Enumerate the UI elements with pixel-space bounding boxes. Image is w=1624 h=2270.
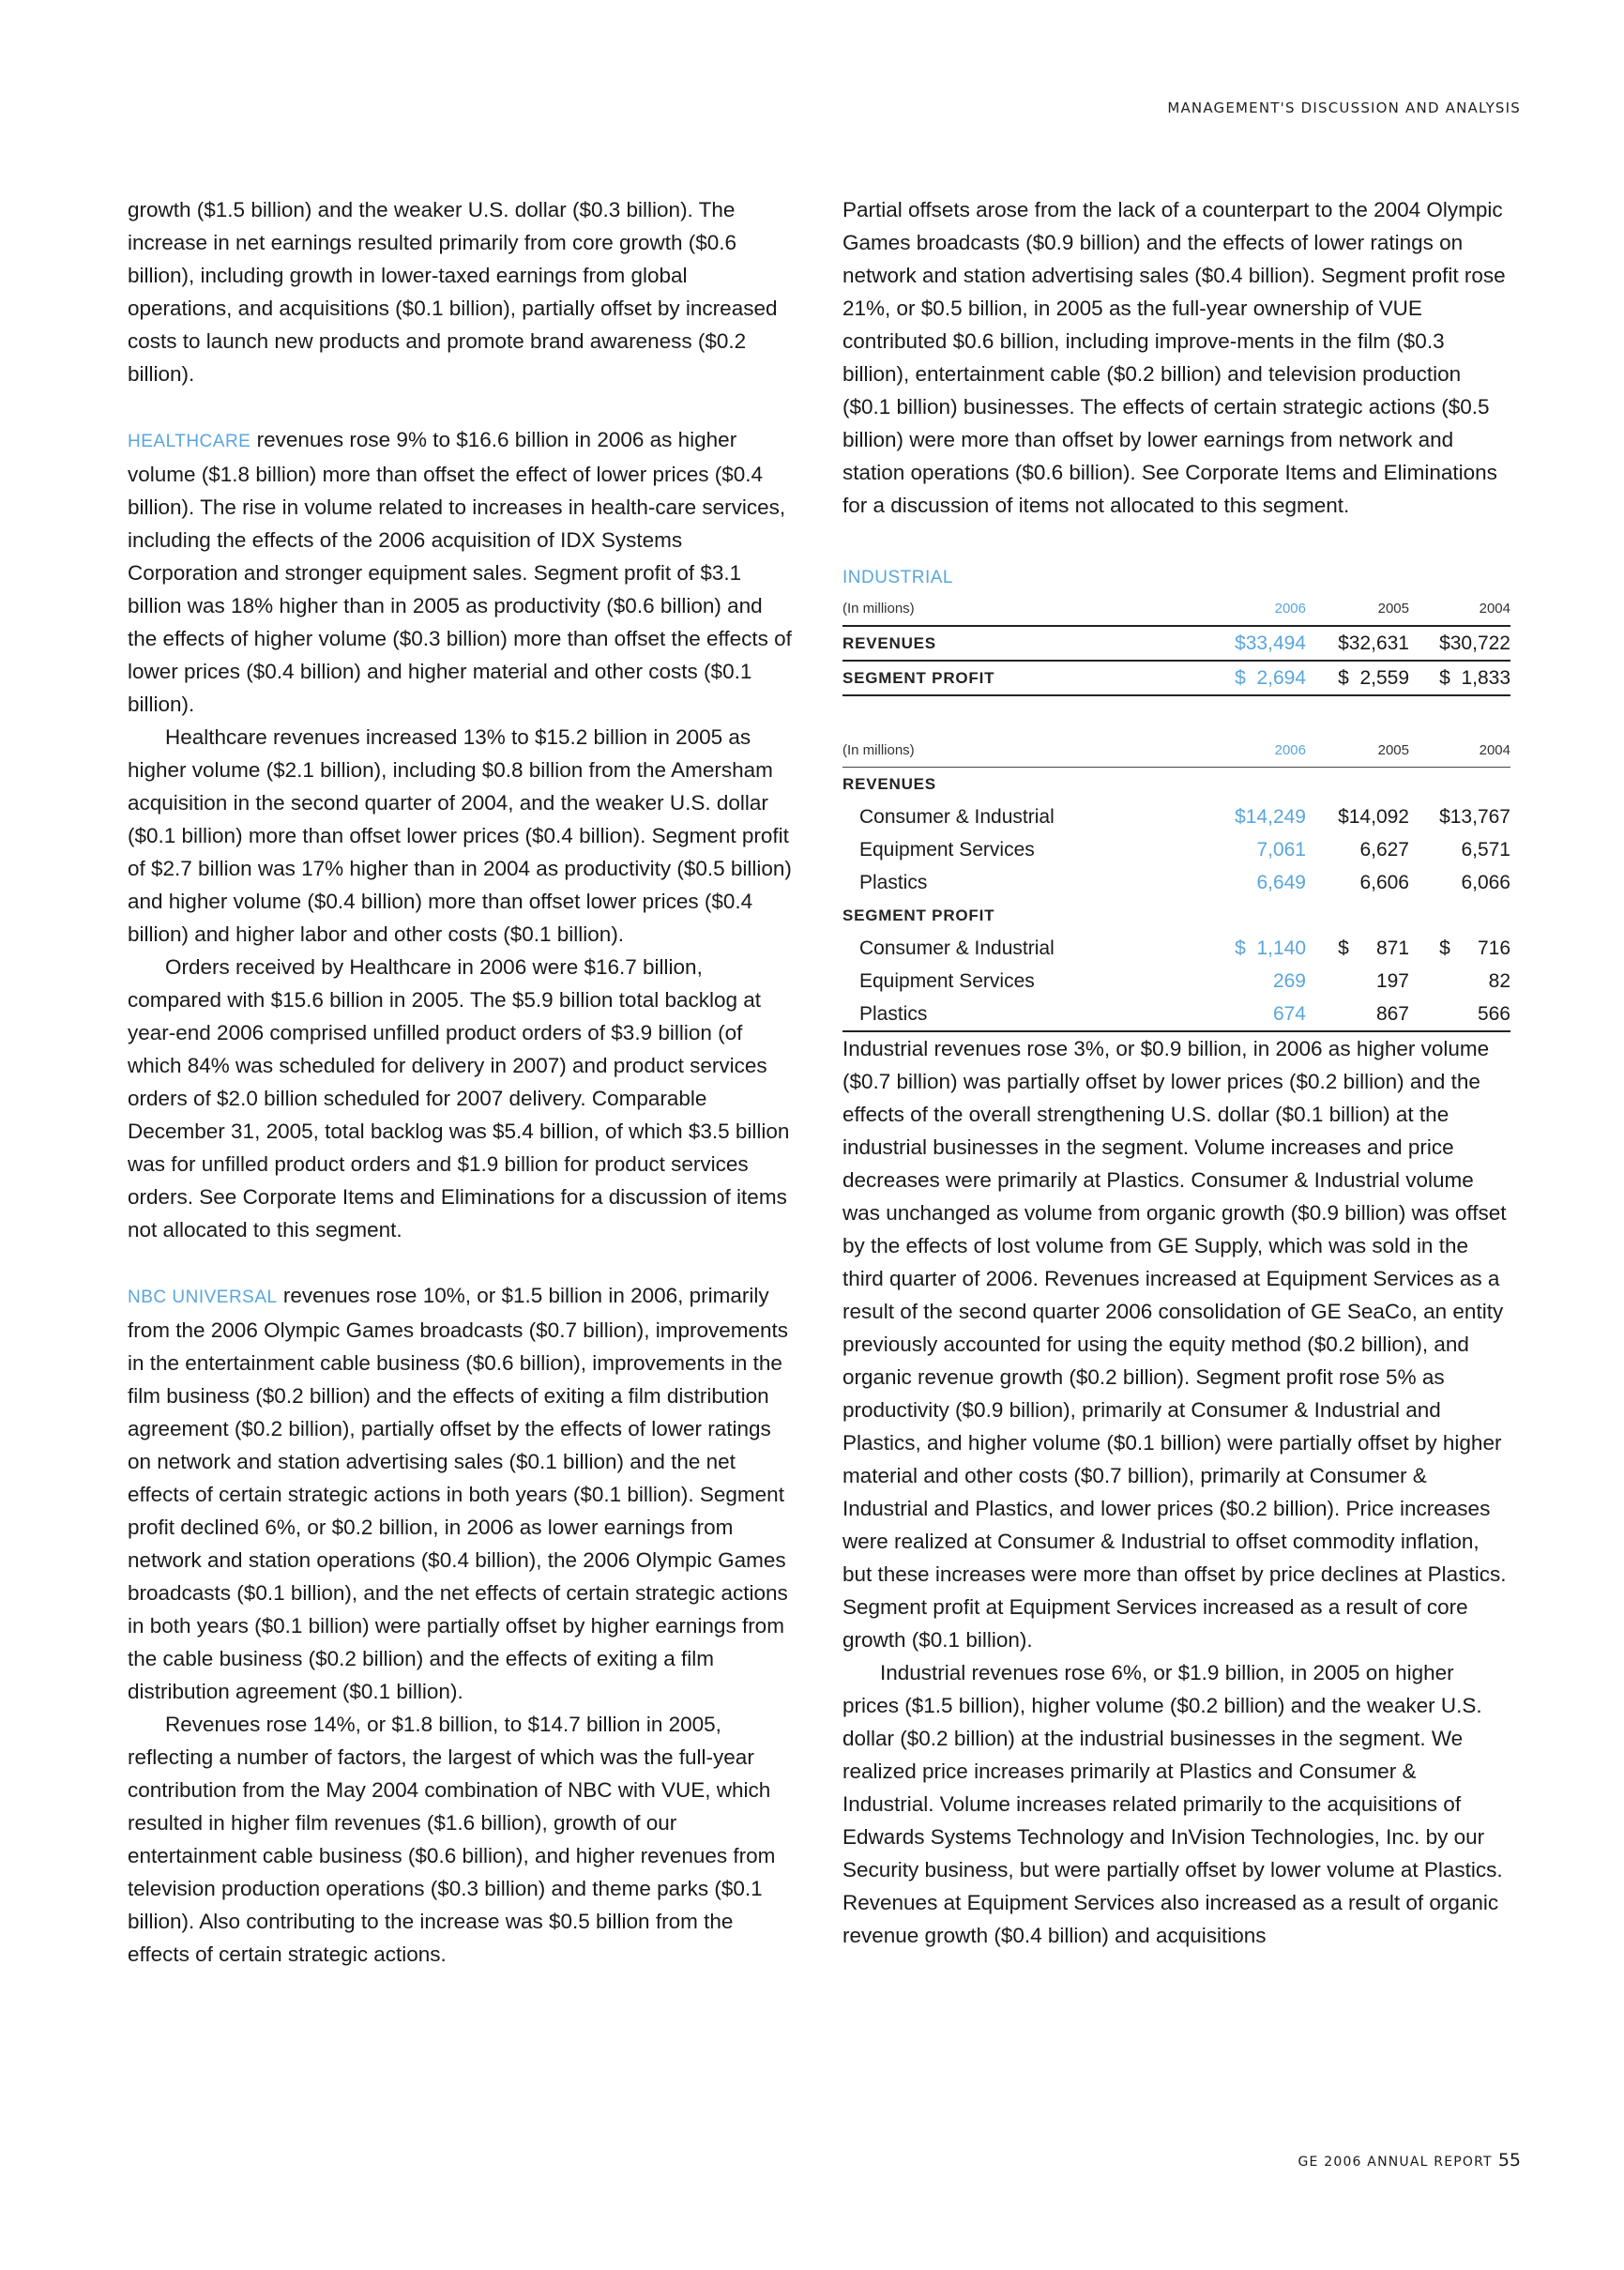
cell-2004: 6,066	[1461, 872, 1510, 893]
healthcare-paragraph	[128, 423, 794, 721]
paragraph: Industrial revenues rose 6%, or $1.9 billion, in 2005 on higher prices ($1.5 billion), higher volume ($0.2 billion) and the weaker U.S. dollar ($0.2 billion) at the industrial businesses in the segment. We realized price increases primarily at Plastics and Consumer & Industrial. Volume increases related primarily to the acquisitions of Edwards Systems Technology and InVision Technologies, Inc. by our Security business, but were partially offset by lower volume at Plastics. Revenues at Equipment Services also increased as a result of organic revenue growth ($0.4 billion) and acquisitions	[842, 1661, 1503, 1947]
row-label: Equipment Services	[859, 839, 1035, 861]
paragraph: Healthcare revenues increased 13% to $15.2 billion in 2005 as higher volume ($2.1 billion), including $0.8 billion from the Amersham acquisition in the second quarter of 2004, and the weaker U.S. dollar ($0.1 billion) more than offset lower prices ($0.4 billion). Segment profit of $2.7 billion was 17% higher than in 2004 as productivity ($0.5 billion) and higher volume ($0.4 billion) more than offset lower prices ($0.4 billion) and higher labor and other costs ($0.1 billion).	[128, 725, 792, 946]
unit-label: (In millions)	[842, 734, 1195, 768]
table-row	[842, 866, 1510, 899]
year-header: 2005	[1306, 734, 1409, 768]
right-column	[842, 193, 1510, 1952]
cell-2004: $30,722	[1409, 626, 1510, 661]
cell-2006: $ 1,140	[1235, 937, 1306, 959]
year-header: 2004	[1409, 592, 1510, 626]
year-header: 2006	[1195, 592, 1306, 626]
row-label: Consumer & Industrial	[859, 806, 1055, 828]
cell-2005: $ 2,559	[1306, 661, 1409, 695]
table-row	[842, 998, 1510, 1031]
paragraph: Industrial revenues rose 3%, or $0.9 billion, in 2006 as higher volume ($0.7 billion) was partially offset by lower prices ($0.2 billion) and the effects of the overall strengthening U.S. dollar ($0.1 billion) at the industrial businesses in the segment. Volume increases and price decreases were primarily at Plastics. Consumer & Industrial volume was unchanged as volume from organic growth ($0.9 billion) was offset by the effects of lost volume from GE Supply, which was sold in the third quarter of 2006. Revenues increased at Equipment Services as a result of the second quarter 2006 consolidation of GE SeaCo, an entity previously accounted for using the equity method ($0.2 billion), and organic revenue growth ($0.2 billion). Segment profit rose 5% as productivity ($0.9 billion), primarily at Consumer & Industrial and Plastics, and higher volume ($0.1 billion) were partially offset by higher material and other costs ($0.7 billion), primarily at Consumer & Industrial and Plastics, and lower prices ($0.2 billion). Price increases were realized at Consumer & Industrial to offset commodity inflation, but these increases were more than offset by price declines at Plastics. Segment profit at Equipment Services increased as a result of core growth ($0.1 billion).	[842, 1037, 1507, 1652]
row-label: REVENUES	[842, 626, 1195, 661]
cell-2006: 269	[1272, 970, 1306, 992]
cell-2005: 6,606	[1359, 872, 1409, 893]
segment-profit-group-label: SEGMENT PROFIT	[842, 906, 995, 924]
cell-2005: $ 871	[1338, 937, 1409, 959]
paragraph-text: revenues rose 10%, or $1.5 billion in 2006, primarily from the 2006 Olympic Games broadcasts ($0.7 billion), improvements in the entertainment cable business ($0.6 billion), improvements in the film business ($0.2 billion) and the effects of exiting a film distribution agreement ($0.2 billion), partially offset by the effects of lower ratings on network and station advertising sales ($0.1 billion) and the net effects of certain strategic actions in both years ($0.1 billion). Segment profit declined 6%, or $0.2 billion, in 2006 as lower earnings from network and station operations ($0.4 billion), the 2006 Olympic Games broadcasts ($0.1 billion), and the net effects of certain strategic actions in both years ($0.1 billion) were partially offset by higher earnings from the cable business ($0.2 billion) and the effects of exiting a film distribution agreement ($0.1 billion).	[128, 1284, 789, 1703]
group-header-row	[842, 899, 1510, 932]
table-row	[842, 965, 1510, 998]
year-header: 2005	[1306, 592, 1409, 626]
table-row	[842, 626, 1510, 661]
healthcare-lead: HEALTHCARE	[128, 432, 251, 451]
row-label: Plastics	[859, 872, 928, 893]
paragraph-text: revenues rose 9% to $16.6 billion in 2006 as higher volume ($1.8 billion) more than offset the effect of lower prices ($0.4 billion). The rise in volume related to increases in health-care services, including the effects of the 2006 acquisition of IDX Systems Corporation and stronger equipment sales. Segment profit of $3.1 billion was 18% higher than in 2005 as productivity ($0.6 billion) and the effects of higher volume ($0.3 billion) more than offset the effects of lower prices ($0.4 billion) and higher material and other costs ($0.1 billion).	[128, 428, 792, 716]
paragraph: growth ($1.5 billion) and the weaker U.S. dollar ($0.3 billion). The increase in net earnings resulted primarily from core growth ($0.6 billion), including growth in lower-taxed earnings from global operations, and acquisitions ($0.1 billion), partially offset by increased costs to launch new products and promote brand awareness ($0.2 billion).	[128, 198, 778, 386]
table-row	[842, 800, 1510, 833]
row-label: Consumer & Industrial	[859, 937, 1055, 959]
cell-2004: $ 716	[1439, 937, 1510, 959]
year-header: 2004	[1409, 734, 1510, 768]
table-row	[842, 833, 1510, 866]
report-title: GE 2006 ANNUAL REPORT	[1298, 2155, 1493, 2170]
cell-2004: 82	[1488, 970, 1510, 992]
cell-2004: 6,571	[1461, 839, 1510, 861]
paragraph: Orders received by Healthcare in 2006 were $16.7 billion, compared with $15.6 billion in 2005. The $5.9 billion total backlog at year-end 2006 comprised unfilled product orders of $3.9 billion (of which 84% was scheduled for delivery in 2007) and product services orders of $2.0 billion scheduled for 2007 delivery. Comparable December 31, 2005, total backlog was $5.4 billion, of which $3.5 billion was for unfilled product orders and $1.9 billion for product services orders. See Corporate Items and Eliminations for a discussion of items not allocated to this segment.	[128, 955, 790, 1242]
cell-2006: 674	[1195, 998, 1306, 1031]
paragraph: Partial offsets arose from the lack of a counterpart to the 2004 Olympic Games broadcasts ($0.9 billion) and the effects of lower ratings on network and station advertising sales ($0.4 billion). Segment profit rose 21%, or $0.5 billion, in 2005 as the full-year ownership of VUE contributed $0.6 billion, including improve-ments in the film ($0.3 billion), entertainment cable ($0.2 billion) and television production ($0.1 billion) businesses. The effects of certain strategic actions ($0.5 billion) were more than offset by lower earnings from network and station operations ($0.6 billion). See Corporate Items and Eliminations for a discussion of items not allocated to this segment.	[842, 198, 1506, 517]
table-header-row	[842, 734, 1510, 768]
cell-2005: $14,092	[1338, 806, 1409, 828]
cell-2006: 7,061	[1256, 839, 1306, 861]
table-row	[842, 661, 1510, 695]
left-column	[128, 193, 794, 1971]
table-row	[842, 932, 1510, 965]
year-header: 2006	[1195, 734, 1306, 768]
table-header-row	[842, 592, 1510, 626]
cell-2006: 6,649	[1256, 872, 1306, 893]
cell-2006: $ 2,694	[1195, 661, 1306, 695]
row-label: Equipment Services	[859, 970, 1035, 992]
revenues-group-label: REVENUES	[842, 775, 936, 793]
cell-2005: $32,631	[1306, 626, 1409, 661]
industrial-summary-table	[842, 592, 1510, 696]
group-header-row	[842, 768, 1510, 801]
industrial-detail-table	[842, 734, 1510, 1032]
nbc-paragraph	[128, 1279, 794, 1708]
page-number: 55	[1497, 2150, 1521, 2171]
row-label: SEGMENT PROFIT	[842, 661, 1195, 695]
cell-2004: 566	[1409, 998, 1510, 1031]
page-footer	[1298, 2150, 1521, 2171]
nbc-universal-lead: NBC UNIVERSAL	[128, 1287, 278, 1307]
paragraph: Revenues rose 14%, or $1.8 billion, to $14.7 billion in 2005, reflecting a number of factors, the largest of which was the full-year contribution from the May 2004 combination of NBC with VUE, which resulted in higher film revenues ($1.6 billion), growth of our entertainment cable business ($0.6 billion), and higher revenues from television production operations ($0.3 billion) and theme parks ($0.1 billion). Also contributing to the increase was $0.5 billion from the effects of certain strategic actions.	[128, 1713, 776, 1966]
industrial-section-title: INDUSTRIAL	[842, 568, 953, 587]
cell-2006: $33,494	[1195, 626, 1306, 661]
unit-label: (In millions)	[842, 592, 1195, 626]
row-label: Plastics	[842, 998, 1195, 1031]
cell-2005: 6,627	[1359, 839, 1409, 861]
cell-2005: 867	[1306, 998, 1409, 1031]
cell-2005: 197	[1375, 970, 1409, 992]
running-header: MANAGEMENT'S DISCUSSION AND ANALYSIS	[1167, 99, 1521, 116]
cell-2006: $14,249	[1235, 806, 1306, 828]
cell-2004: $ 1,833	[1409, 661, 1510, 695]
cell-2004: $13,767	[1439, 806, 1510, 828]
